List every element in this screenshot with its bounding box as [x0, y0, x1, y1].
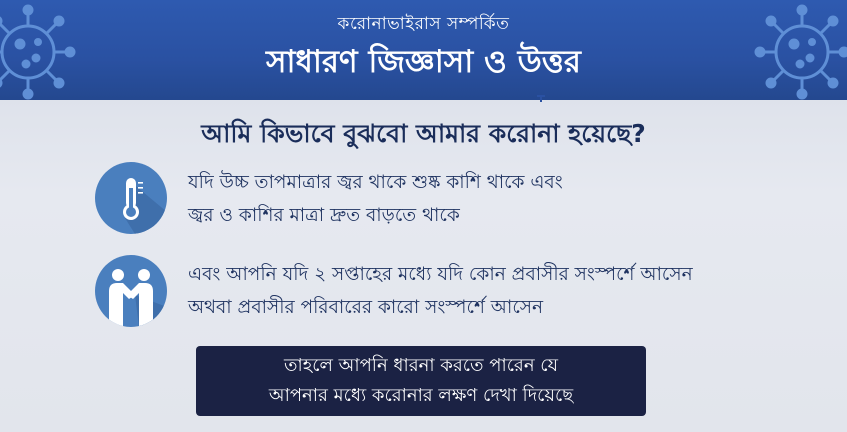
point-line: অথবা প্রবাসীর পরিবারের কারো সংস্পর্শে আসেন	[188, 297, 544, 318]
conclusion-line: তাহলে আপনি ধারনা করতে পারেন যে	[284, 355, 558, 376]
handshake-icon	[95, 255, 167, 327]
conclusion-line: আপনার মধ্যে করোনার লক্ষণ দেখা দিয়েছে	[268, 385, 574, 406]
header-subtitle: করোনাভাইরাস সম্পর্কিত	[337, 14, 510, 34]
pin-icon	[536, 94, 546, 104]
point-line: জ্বর ও কাশির মাত্রা দ্রুত বাড়তে থাকে	[188, 205, 460, 226]
conclusion-box	[196, 346, 646, 416]
faq-question: আমি কিভাবে বুঝবো আমার করোনা হয়েছে?	[201, 119, 646, 148]
point-line: যদি উচ্চ তাপমাত্রার জ্বর থাকে শুষ্ক কাশি থাকে এবং	[188, 172, 563, 193]
header-title: সাধারণ জিজ্ঞাসা ও উত্তর	[266, 44, 581, 80]
symptom-point-fever	[188, 166, 563, 232]
header-banner	[0, 0, 847, 100]
thermometer-icon	[95, 162, 167, 234]
point-line: এবং আপনি যদি ২ সপ্তাহের মধ্যে যদি কোন প্রবাসীর সংস্পর্শে আসেন	[188, 264, 693, 285]
symptom-point-contact	[188, 258, 693, 324]
